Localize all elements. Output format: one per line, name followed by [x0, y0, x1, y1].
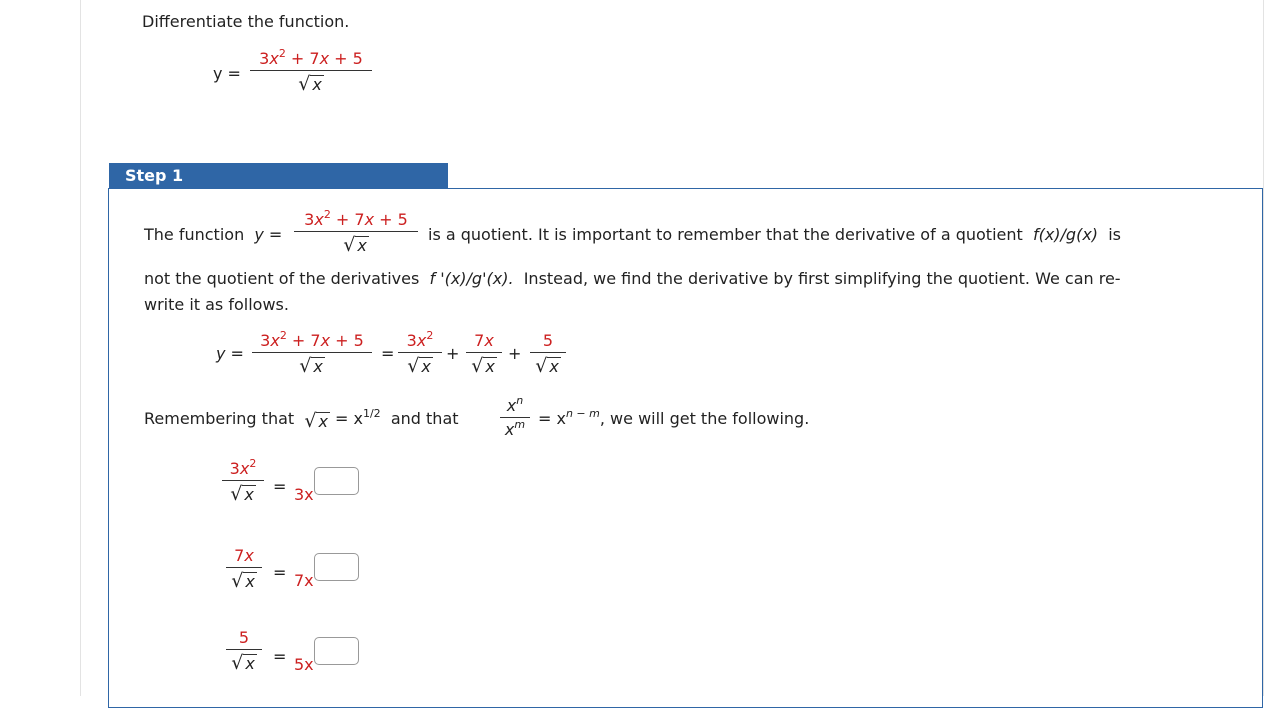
rewrite-plus-1: + — [446, 344, 460, 363]
rewrite-term-3: 5 √ x — [530, 331, 566, 377]
term-3-exponent-input[interactable] — [314, 637, 359, 665]
step-1-panel — [108, 188, 1263, 708]
problem-instruction: Differentiate the function. — [142, 12, 350, 31]
term-2-coef: 7x — [294, 571, 314, 590]
power-rule-fraction: $x^n$ $x^m$ — [500, 396, 530, 440]
problem-numerator: $3x^2 + 7x + 5$ — [259, 47, 363, 68]
step-text-line2: not the quotient of the derivatives f '(x)/g'(x). Instead, we find the derivative by first simplifying the quotient. We can re- — [144, 269, 1121, 288]
step-text-intro: The function y = — [144, 225, 283, 244]
term-3-coef: 5x — [294, 655, 314, 674]
term-2-fraction: 7x √ x — [226, 546, 262, 592]
rewrite-plus-2: + — [508, 344, 522, 363]
step-text-quotient: is a quotient. It is important to remember that the derivative of a quotient f(x)/g(x) is — [428, 225, 1121, 244]
rewrite-lhs: y = — [216, 344, 244, 363]
step-1-header[interactable]: Step 1 — [109, 163, 448, 188]
problem-lhs: y = — [213, 64, 241, 83]
term-1-coef: 3x — [294, 485, 314, 504]
step-text-line3: write it as follows. — [144, 295, 289, 314]
term-1-exponent-input[interactable] — [314, 467, 359, 495]
rewrite-fraction-full: $3x^2 + 7x + 5$ √ x — [252, 331, 372, 377]
term-1-fraction: $3x^2$ √ x — [222, 459, 264, 505]
term-1-equals: = — [273, 477, 287, 496]
term-3-fraction: 5 √ x — [226, 628, 262, 674]
step-function-fraction: $3x^2 + 7x + 5$ √ x — [294, 210, 418, 256]
term-2-equals: = — [273, 563, 287, 582]
problem-fraction: $3x^2 + 7x + 5$ √ x — [250, 49, 372, 95]
remember-text: Remembering that √ x = $x^{1/2}$ and that — [144, 407, 459, 432]
term-3-equals: = — [273, 647, 287, 666]
rewrite-term-1: $3x^2$ √ x — [398, 331, 442, 377]
rewrite-equals: = — [381, 344, 395, 363]
rewrite-term-2: 7x √ x — [466, 331, 502, 377]
term-2-exponent-input[interactable] — [314, 553, 359, 581]
power-rule-rhs: = $x^{n - m}$, we will get the following. — [538, 407, 810, 428]
